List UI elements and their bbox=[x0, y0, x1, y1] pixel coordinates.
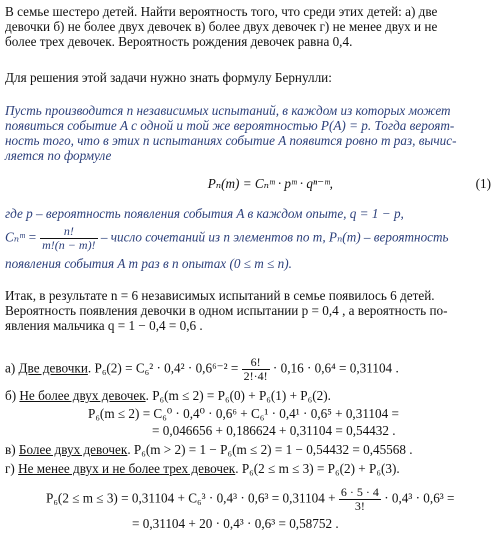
result-line: Итак, в результате n = 6 независимых испытаний в семье появилось 6 детей. bbox=[5, 288, 435, 303]
fraction-denominator: 2!·4! bbox=[243, 369, 268, 383]
where-line-combination bbox=[5, 225, 495, 252]
theory-line: появиться событие A с одной и той же вероятностью P(A) = p. Тогда вероят- bbox=[5, 118, 455, 133]
result-line: Вероятность появления девочки в одном испытании p = 0,4 , а вероятность по- bbox=[5, 303, 448, 318]
problem-line: более трех девочек. Вероятность рождения девочек равна 0,4. bbox=[5, 34, 353, 49]
fraction-numerator: 6 · 5 · 4 bbox=[340, 485, 379, 499]
part-title: Не более двух девочек bbox=[19, 388, 146, 403]
intro-text: Для решения этой задачи нужно знать формулу Бернулли: bbox=[5, 70, 332, 85]
part-equation: . P₆(2) = C₆² · 0,4² · 0,6⁶⁻² = bbox=[87, 360, 239, 376]
part-a bbox=[5, 356, 495, 383]
combination-fraction bbox=[40, 225, 97, 252]
part-title: Не менее двух и не более трех девочек bbox=[18, 461, 236, 476]
fraction-denominator: 3! bbox=[354, 499, 365, 513]
theory-block bbox=[5, 103, 495, 163]
part-equation: . P₆(m > 2) = 1 − P₆(m ≤ 2) = 1 − 0,54432 = 0,45568 . bbox=[127, 442, 413, 457]
part-label: а) bbox=[5, 360, 16, 376]
part-equation: . P₆(m ≤ 2) = P₆(0) + P₆(1) + P₆(2). bbox=[145, 388, 331, 403]
theory-line: ляется по формуле bbox=[5, 148, 112, 163]
part-b-eq2: P₆(m ≤ 2) = C₆⁰ · 0,4⁰ · 0,6⁶ + C₆¹ · 0,4¹ · 0,6⁵ + 0,31104 = bbox=[88, 406, 399, 421]
bernoulli-formula: Pₙ(m) = Cₙᵐ · pᵐ · qⁿ⁻ᵐ, bbox=[207, 176, 333, 191]
part-equation: · 0,4³ · 0,6³ = bbox=[384, 490, 455, 506]
where-line: где p – вероятность появления события A в каждом опыте, q = 1 − p, bbox=[5, 206, 404, 221]
part-label: г) bbox=[5, 461, 15, 476]
fraction-numerator: 6! bbox=[242, 356, 270, 370]
where-block bbox=[5, 206, 495, 271]
part-d-fraction bbox=[339, 486, 381, 513]
problem-line: девочки б) не более двух девочек в) более двух девочек г) не менее двух и не bbox=[5, 19, 438, 34]
part-b-eq3: = 0,046656 + 0,186624 + 0,31104 = 0,54432 . bbox=[152, 423, 396, 438]
part-equation: . P₆(2 ≤ m ≤ 3) = P₆(2) + P₆(3). bbox=[235, 461, 400, 476]
part-equation: · 0,16 · 0,6⁴ = 0,31104 . bbox=[272, 360, 399, 376]
combination-symbol: Cₙᵐ = bbox=[5, 229, 37, 245]
fraction-numerator: n! bbox=[40, 225, 97, 239]
result-block bbox=[5, 288, 495, 333]
problem-line: В семье шестеро детей. Найти вероятность того, что среди этих детей: а) две bbox=[5, 4, 438, 19]
part-label: в) bbox=[5, 442, 16, 457]
part-d-eq3: = 0,31104 + 20 · 0,4³ · 0,6³ = 0,58752 . bbox=[132, 516, 339, 531]
part-d bbox=[5, 461, 495, 476]
result-line: явления мальчика q = 1 − 0,4 = 0,6 . bbox=[5, 318, 203, 333]
part-equation: P₆(2 ≤ m ≤ 3) = 0,31104 + C₆³ · 0,4³ · 0,6³ = 0,31104 + bbox=[46, 490, 336, 506]
fraction-denominator: m!(n − m)! bbox=[42, 238, 96, 252]
bernoulli-formula-row bbox=[5, 176, 495, 191]
part-b bbox=[5, 388, 495, 403]
where-line: появления события A m раз в n опытах (0 ≤ m ≤ n). bbox=[5, 256, 292, 271]
part-d-eq2 bbox=[46, 486, 496, 513]
formula-number: (1) bbox=[475, 176, 491, 191]
part-title: Две девочки bbox=[18, 360, 88, 376]
part-title: Более двух девочек bbox=[18, 442, 128, 457]
problem-statement bbox=[5, 4, 495, 49]
theory-line: ность того, что в этих n испытаниях событие A появится ровно m раз, вычис- bbox=[5, 133, 457, 148]
part-a-fraction bbox=[242, 356, 270, 383]
theory-line: Пусть производится n независимых испытаний, в каждом из которых может bbox=[5, 103, 451, 118]
part-c bbox=[5, 442, 495, 457]
where-text: – число сочетаний из n элементов по m, Pₙ(m) – вероятность bbox=[100, 229, 449, 245]
part-label: б) bbox=[5, 388, 17, 403]
